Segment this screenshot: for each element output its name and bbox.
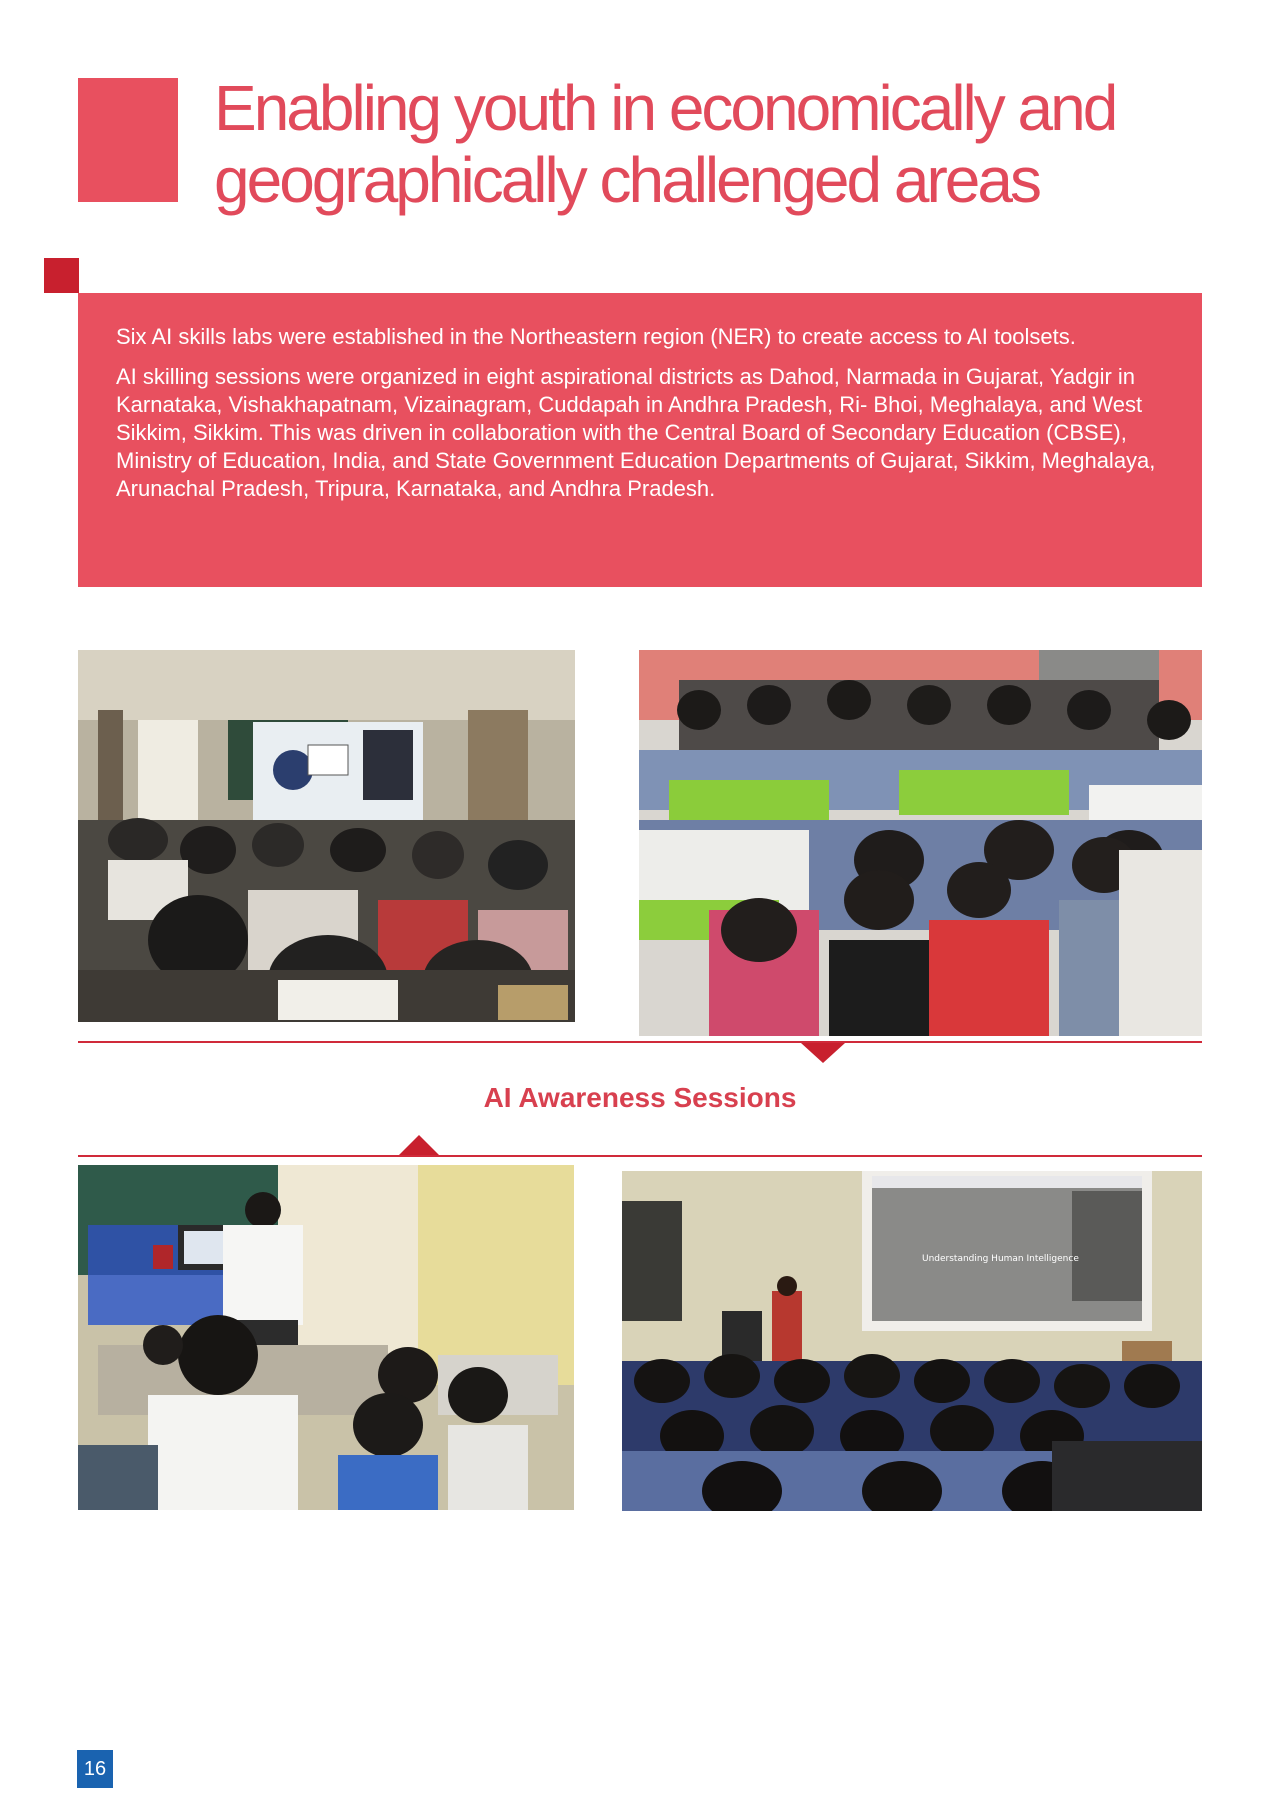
title-line-2: geographically challenged areas <box>214 144 1039 216</box>
page-number: 16 <box>77 1750 113 1788</box>
highlight-paragraph-1: Six AI skills labs were established in the Northeastern region (NER) to create access to AI toolsets. <box>116 324 1076 349</box>
screen-text: Understanding Human Intelligence <box>922 1254 1079 1264</box>
title-line-1: Enabling youth in economically and <box>214 72 1116 144</box>
highlight-paragraph-2: AI skilling sessions were organized in eight aspirational districts as Dahod, Narmada in Gujarat, Yadgir in Karnataka, Vishakhapatnam, Vizainagram, Cuddapah in Andhra Pradesh, Ri- Bhoi, Meghalaya, and West Sikkim, Sikkim. This was driven in collaboration with the Central Board of Secondary Education (CBSE), Ministry of Education, India, and State Government Education Departments of Gujarat, Sikkim, Meghalaya, Arunachal Pradesh, Tripura, Karnataka, and Andhra Pradesh. <box>116 364 1156 501</box>
corner-accent-square <box>44 258 79 293</box>
divider-down-triangle <box>801 1043 845 1063</box>
presentation-hall-photo <box>622 1171 1202 1511</box>
highlight-box <box>78 293 1202 587</box>
photo-caption: AI Awareness Sessions <box>483 1082 797 1113</box>
lower-divider <box>78 1155 1202 1157</box>
classroom-projector-photo <box>78 650 575 1022</box>
students-seated-photo <box>639 650 1202 1036</box>
student-at-laptop-photo <box>78 1165 574 1510</box>
upper-divider <box>78 1041 1202 1043</box>
title-accent-block <box>78 78 178 202</box>
divider-up-triangle <box>399 1135 439 1155</box>
page-title <box>214 72 1214 216</box>
